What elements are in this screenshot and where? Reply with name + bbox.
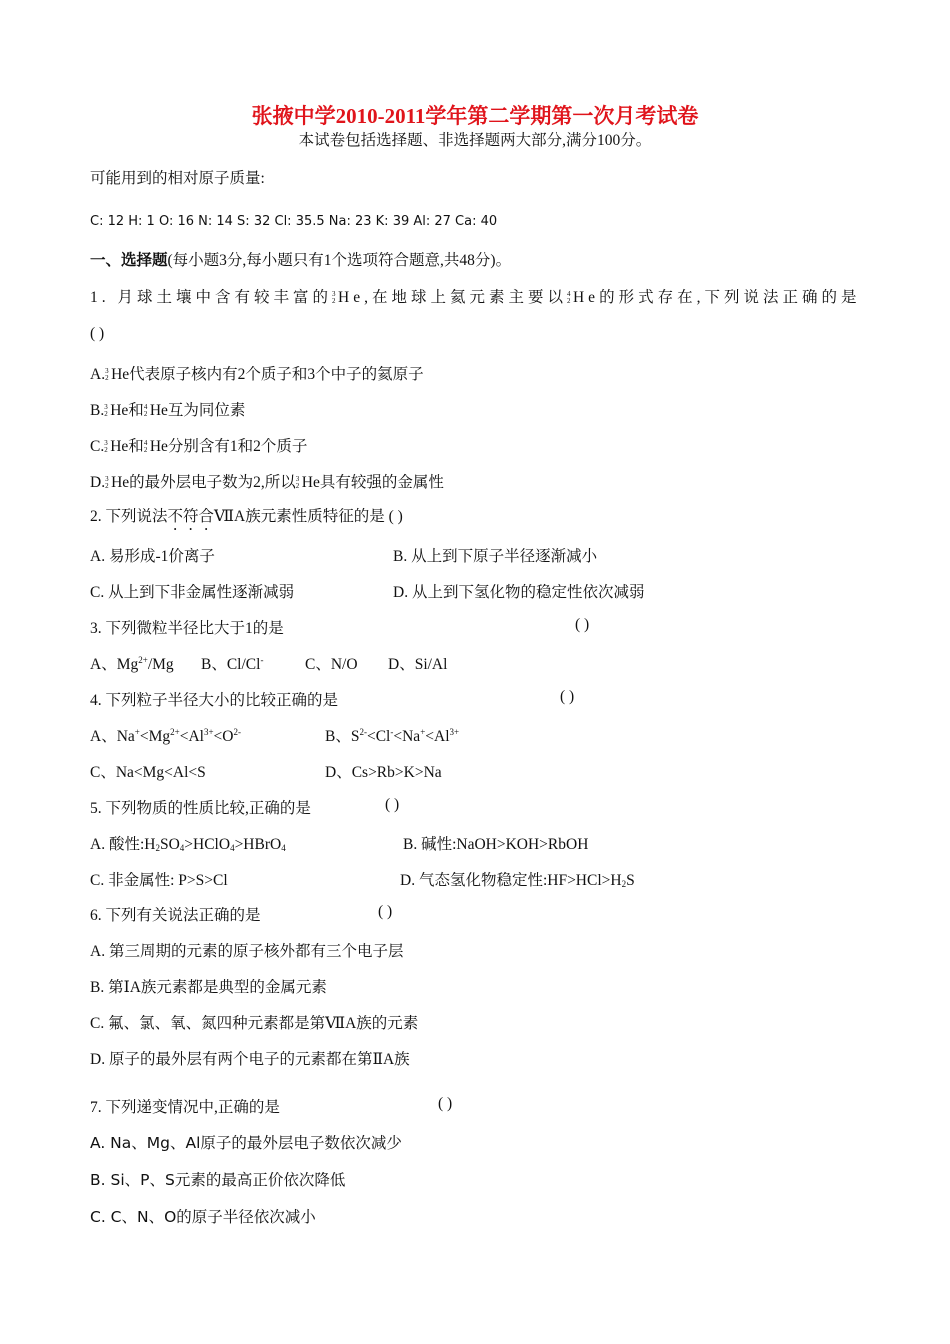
q5-option-b[interactable]: B. 碱性:NaOH>KOH>RbOH xyxy=(403,836,589,853)
q3-option-d[interactable]: D、Si/Al xyxy=(388,656,448,673)
q1-option-a[interactable]: A. 3 2 He代表原子核内有2个质子和3个中子的氦原子 xyxy=(90,366,424,383)
atomic-mass-label: 可能用到的相对原子质量: xyxy=(90,170,265,187)
atomic-mass-values: C: 12 H: 1 O: 16 N: 14 S: 32 Cl: 35.5 Na: 23 K: 39 Al: 27 Ca: 40 xyxy=(90,214,498,229)
question-1-stem xyxy=(90,285,860,307)
q3-option-c[interactable]: C、N/O xyxy=(305,656,358,673)
section-heading xyxy=(90,248,511,270)
question-5-stem: 5. 下列物质的性质比较,正确的是 xyxy=(90,800,311,817)
q2-option-b[interactable]: B. 从上到下原子半径逐渐减小 xyxy=(393,548,598,565)
q2-option-a[interactable]: A. 易形成-1价离子 xyxy=(90,548,215,565)
question-6-paren: ( ) xyxy=(378,903,393,920)
q6-option-a[interactable]: A. 第三周期的元素的原子核外都有三个电子层 xyxy=(90,943,404,960)
q7-option-a[interactable]: A. Na、Mg、Al原子的最外层电子数依次减少 xyxy=(90,1134,402,1152)
page-subtitle: 本试卷包括选择题、非选择题两大部分,满分100分。 xyxy=(298,132,652,149)
q5-option-d[interactable]: D. 气态氢化物稳定性$:HF>HCl>H_2S$ xyxy=(400,872,635,889)
question-5-paren: ( ) xyxy=(385,796,400,813)
q1-stem-part: ,在地球上氦元素主要以 xyxy=(364,289,567,306)
q3-option-b[interactable]: B、Cl/Cl- xyxy=(201,655,264,673)
q4-option-b[interactable]: B、$S^{2-}<Cl^-<Na^+<Al^{3+}$ xyxy=(325,727,460,745)
q2-option-c[interactable]: C. 从上到下非金属性逐渐减弱 xyxy=(90,584,295,601)
question-4-paren: ( ) xyxy=(560,688,575,705)
q7-option-b[interactable]: B. Si、P、S元素的最高正价依次降低 xyxy=(90,1171,346,1189)
page-title: 张掖中学2010-2011学年第二学期第一次月考试卷 xyxy=(251,104,699,128)
question-6-stem: 6. 下列有关说法正确的是 xyxy=(90,907,261,924)
he-symbol: He xyxy=(338,289,365,306)
isotope-he4: 4 2 xyxy=(566,290,575,306)
q1-option-d[interactable]: D. 3 2 He的最外层电子数为2,所以 3 2 He具有较强的金属性 xyxy=(90,474,444,491)
question-1-paren: ( ) xyxy=(90,325,105,342)
q1-option-b[interactable]: B. 3 2 He和 4 2 He互为同位素 xyxy=(90,402,246,419)
q7-option-c[interactable]: C. C、N、O的原子半径依次减小 xyxy=(90,1208,316,1226)
q4-option-c[interactable]: C、Na<Mg<Al<S xyxy=(90,764,206,781)
q2-option-d[interactable]: D. 从上到下氢化物的稳定性依次减弱 xyxy=(393,584,645,601)
question-7-stem: 7. 下列递变情况中,正确的是 xyxy=(90,1099,280,1116)
question-3-paren: ( ) xyxy=(575,616,590,633)
emphasis-text: 不符合 xyxy=(167,508,215,525)
question-7-paren: ( ) xyxy=(438,1095,453,1112)
q5-option-a[interactable]: A. 酸性$:H_2SO_4>HClO_4>HBrO_4$ xyxy=(90,836,286,853)
q6-option-b[interactable]: B. 第ⅠA族元素都是典型的金属元素 xyxy=(90,979,327,996)
he-symbol: He xyxy=(572,289,600,306)
isotope-he3: 3 2 xyxy=(332,290,340,306)
q5-option-c[interactable]: C. 非金属性: P>S>Cl xyxy=(90,872,228,889)
section-note: (每小题3分,每小题只有1个选项符合题意,共48分)。 xyxy=(167,252,512,269)
section-title: 一、选择题 xyxy=(90,252,168,269)
q4-option-a[interactable]: A、$Na^+<Mg^{2+}<Al^{3+}<O^{2-}$ xyxy=(90,727,241,745)
q3-option-a[interactable]: A、$Mg^{2+}/Mg$ xyxy=(90,655,174,673)
q1-option-c[interactable]: C. 3 2 He和 4 2 He分别含有1和2个质子 xyxy=(90,438,308,455)
question-3-stem: 3. 下列微粒半径比大于1的是 xyxy=(90,620,284,637)
question-2-stem: 2. 下列说法不符合ⅦA族元素性质特征的是 ( ) xyxy=(90,508,403,525)
q1-stem-part: 1. 月球土壤中含有较丰富的 xyxy=(90,289,333,306)
q4-option-d[interactable]: D、Cs>Rb>K>Na xyxy=(325,764,442,781)
q1-stem-part: 的形式存在,下列说法正确的是 xyxy=(599,289,861,306)
q6-option-d[interactable]: D. 原子的最外层有两个电子的元素都在第ⅡA族 xyxy=(90,1051,410,1068)
question-4-stem: 4. 下列粒子半径大小的比较正确的是 xyxy=(90,692,339,709)
q6-option-c[interactable]: C. 氟、氯、氧、氮四种元素都是第ⅦA族的元素 xyxy=(90,1015,419,1032)
